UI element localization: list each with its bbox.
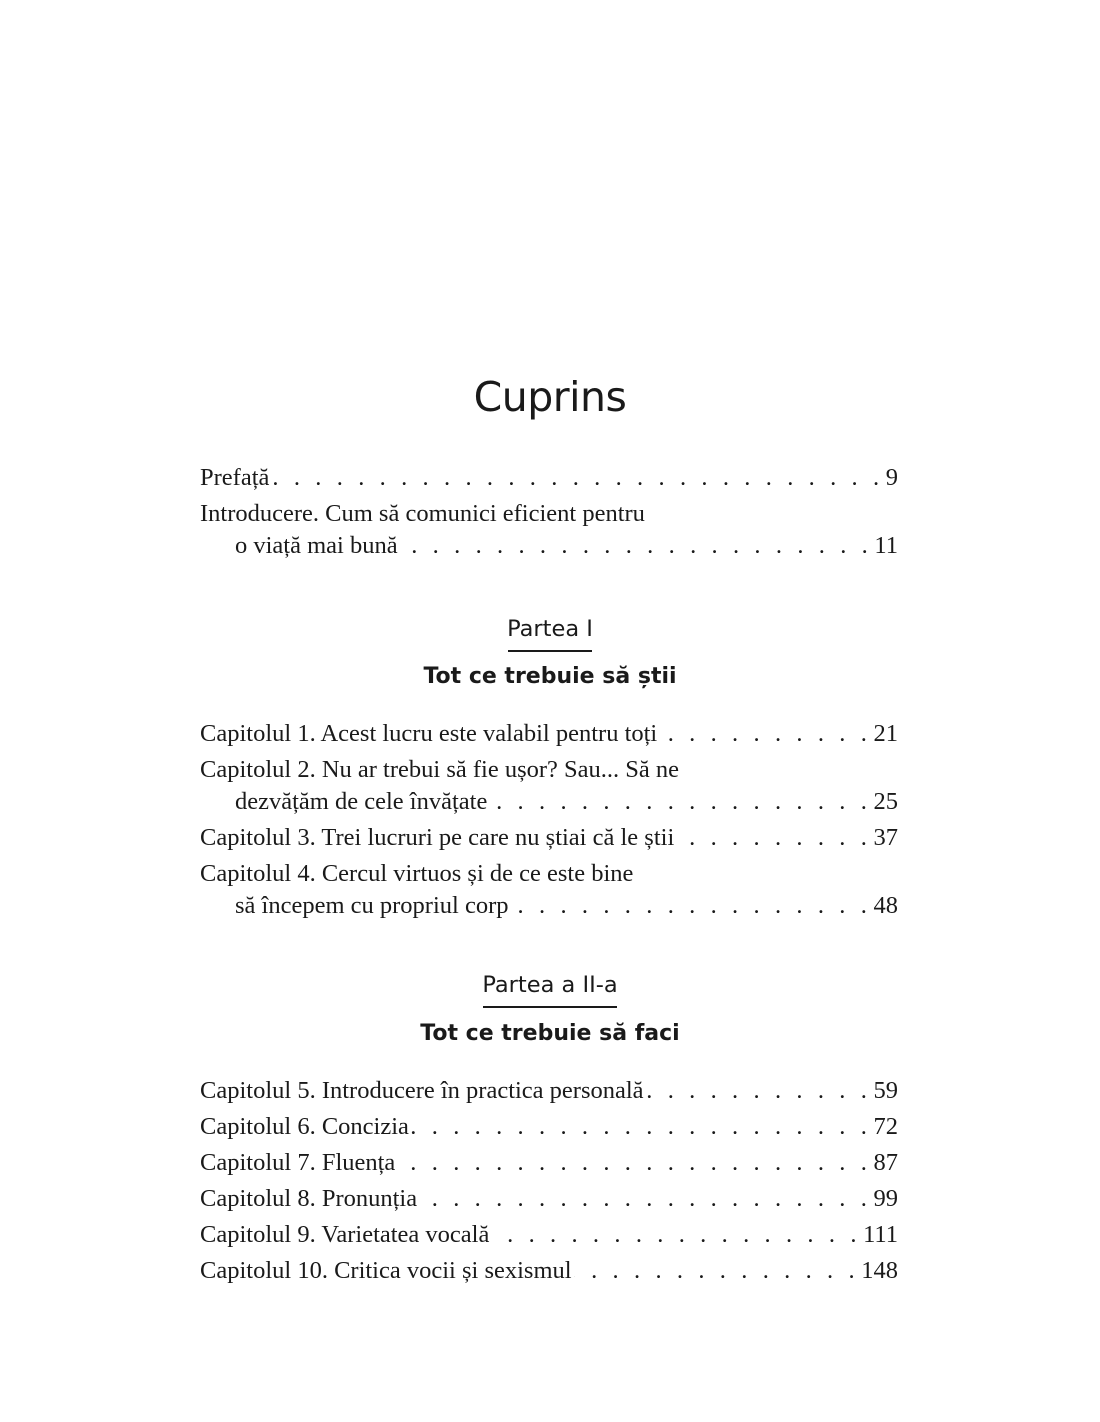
toc-entry-capitolul-7[interactable] bbox=[200, 1147, 898, 1183]
entry-title: Capitolul 3. Trei lucruri pe care nu știai că le știi bbox=[200, 824, 675, 851]
dot-leader bbox=[411, 1111, 872, 1143]
dot-leader bbox=[271, 462, 883, 494]
dot-leader bbox=[510, 890, 871, 922]
page-number: 148 bbox=[861, 1257, 898, 1284]
entry-title: Capitolul 5. Introducere în practica personală bbox=[200, 1077, 644, 1104]
page-number: 11 bbox=[874, 532, 898, 559]
page-title: Cuprins bbox=[473, 373, 627, 422]
page-number: 99 bbox=[873, 1185, 898, 1212]
page-number: 48 bbox=[873, 892, 898, 919]
entry-title: Capitolul 6. Concizia bbox=[200, 1113, 409, 1140]
page-number: 59 bbox=[873, 1077, 898, 1104]
page-number: 111 bbox=[863, 1221, 898, 1248]
toc-entry-capitolul-1[interactable] bbox=[200, 718, 898, 754]
entry-title: Capitolul 8. Pronunția bbox=[200, 1185, 418, 1212]
entry-title: Introducere. Cum să comunici eficient pentru bbox=[200, 500, 645, 527]
part-2-subtitle: Tot ce trebuie să faci bbox=[420, 1021, 680, 1046]
dot-leader bbox=[646, 1075, 872, 1107]
dot-leader bbox=[659, 718, 871, 750]
entry-title: Capitolul 2. Nu ar trebui să fie ușor? Sau... Să ne bbox=[200, 756, 680, 783]
part-1-divider bbox=[508, 650, 592, 652]
entry-title: Capitolul 7. Fluența bbox=[200, 1149, 396, 1176]
dot-leader bbox=[574, 1255, 860, 1287]
toc-entry-capitolul-10[interactable] bbox=[200, 1255, 898, 1291]
entry-title: Capitolul 4. Cercul virtuos și de ce este bine bbox=[200, 860, 634, 887]
toc-entry-introducere[interactable] bbox=[200, 498, 898, 562]
page-number: 9 bbox=[885, 464, 898, 491]
dot-leader bbox=[489, 786, 871, 818]
part-1-chapter-list bbox=[200, 718, 898, 922]
part-2-chapter-list bbox=[200, 1075, 898, 1291]
toc-entry-capitolul-5[interactable] bbox=[200, 1075, 898, 1111]
entry-title: Capitolul 9. Varietatea vocală bbox=[200, 1221, 490, 1248]
entry-title-continued: dezvățăm de cele învățate bbox=[235, 788, 488, 815]
toc-entry-capitolul-8[interactable] bbox=[200, 1183, 898, 1219]
dot-leader bbox=[400, 530, 873, 562]
toc-entry-prefata[interactable] bbox=[200, 462, 898, 498]
part-1-subtitle: Tot ce trebuie să știi bbox=[423, 664, 677, 689]
front-matter-list bbox=[200, 462, 898, 562]
toc-entry-capitolul-6[interactable] bbox=[200, 1111, 898, 1147]
page-number: 87 bbox=[873, 1149, 898, 1176]
toc-entry-capitolul-4[interactable] bbox=[200, 858, 898, 922]
page-number: 37 bbox=[873, 824, 898, 851]
toc-entry-capitolul-3[interactable] bbox=[200, 822, 898, 858]
page-number: 21 bbox=[873, 720, 898, 747]
dot-leader bbox=[397, 1147, 871, 1179]
toc-entry-capitolul-2[interactable] bbox=[200, 754, 898, 822]
entry-title: Capitolul 10. Critica vocii și sexismul bbox=[200, 1257, 572, 1284]
part-1-label: Partea I bbox=[507, 616, 593, 642]
part-2-label: Partea a II-a bbox=[482, 972, 618, 998]
dot-leader bbox=[491, 1219, 861, 1251]
part-2-divider bbox=[483, 1006, 617, 1008]
toc-entry-capitolul-9[interactable] bbox=[200, 1219, 898, 1255]
entry-title-continued: să începem cu propriul corp bbox=[235, 892, 509, 919]
entry-title: Prefață bbox=[200, 464, 270, 491]
entry-title-continued: o viață mai bună bbox=[235, 532, 398, 559]
page-number: 72 bbox=[873, 1113, 898, 1140]
dot-leader bbox=[676, 822, 871, 854]
entry-title: Capitolul 1. Acest lucru este valabil pentru toți bbox=[200, 720, 658, 747]
dot-leader bbox=[419, 1183, 871, 1215]
page-number: 25 bbox=[873, 788, 898, 815]
